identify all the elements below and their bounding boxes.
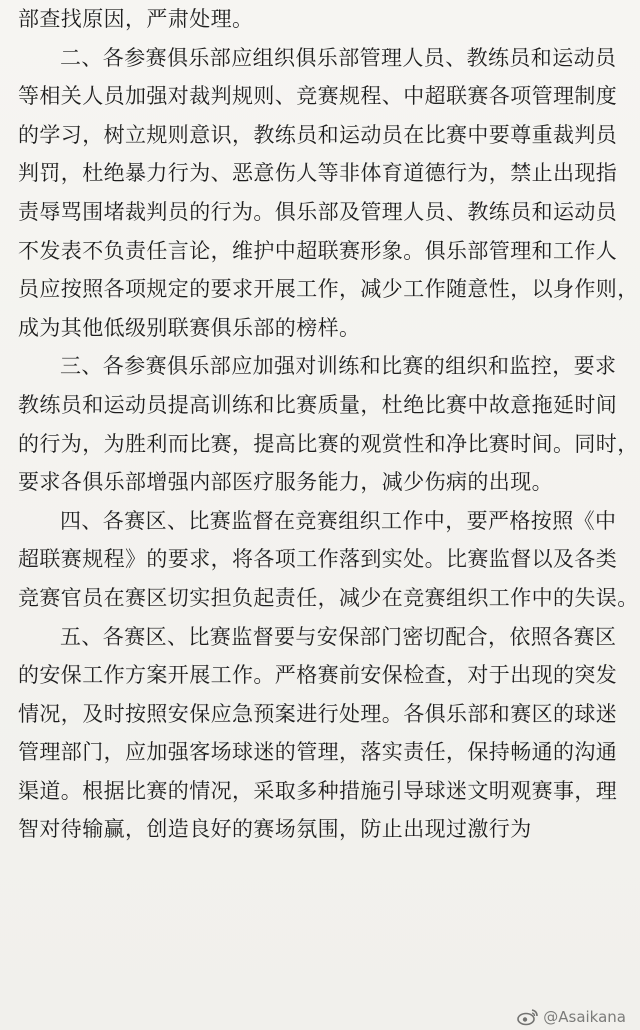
text-line: 智对待输赢，创造良好的赛场氛围，防止出现过激行为 xyxy=(18,817,532,842)
text-line: 的行为，为胜利而比赛，提高比赛的观赏性和净比赛时间。同时， xyxy=(18,431,639,456)
paragraph-5-line: 五、各赛区、比赛监督要与安保部门密切配合，依照各赛区 xyxy=(60,624,617,649)
watermark xyxy=(517,1008,626,1026)
text-line: 要求各俱乐部增强内部医疗服务能力，减少伤病的出现。 xyxy=(18,470,553,495)
text-line: 渠道。根据比赛的情况，采取多种措施引导球迷文明观赛事，理 xyxy=(18,778,618,803)
text-line: 情况，及时按照安保应急预案进行处理。各俱乐部和赛区的球迷 xyxy=(18,701,618,726)
paragraph-2-line: 二、各参赛俱乐部应组织俱乐部管理人员、教练员和运动员 xyxy=(60,45,617,70)
text-line: 判罚，杜绝暴力行为、恶意伤人等非体育道德行为，禁止出现指 xyxy=(18,161,618,186)
weibo-icon xyxy=(517,1008,539,1026)
text-line: 部查找原因，严肃处理。 xyxy=(18,7,254,31)
text-line: 教练员和运动员提高训练和比赛质量，杜绝比赛中故意拖延时间 xyxy=(18,392,618,417)
document-body xyxy=(18,0,639,849)
text-line: 成为其他低级别联赛俱乐部的榜样。 xyxy=(18,315,361,340)
text-line: 管理部门，应加强客场球迷的管理，落实责任，保持畅通的沟通 xyxy=(18,740,618,765)
text-line: 超联赛规程》的要求，将各项工作落到实处。比赛监督以及各类 xyxy=(18,547,618,572)
text-line: 等相关人员加强对裁判规则、竞赛规程、中超联赛各项管理制度 xyxy=(18,84,618,109)
paragraph-4-line: 四、各赛区、比赛监督在竞赛组织工作中，要严格按照《中 xyxy=(60,508,617,533)
text-line: 不发表不负责任言论，维护中超联赛形象。俱乐部管理和工作人 xyxy=(18,238,618,263)
text-line: 责辱骂围堵裁判员的行为。俱乐部及管理人员、教练员和运动员 xyxy=(18,199,618,224)
watermark-text: @Asaikana xyxy=(543,1008,626,1026)
text-line: 的安保工作方案开展工作。严格赛前安保检查，对于出现的突发 xyxy=(18,663,618,688)
text-line: 竞赛官员在赛区切实担负起责任，减少在竞赛组织工作中的失误。 xyxy=(18,585,639,610)
paragraph-3-line: 三、各参赛俱乐部应加强对训练和比赛的组织和监控，要求 xyxy=(60,354,617,379)
text-line: 的学习，树立规则意识，教练员和运动员在比赛中要尊重裁判员 xyxy=(18,122,618,147)
text-line: 员应按照各项规定的要求开展工作，减少工作随意性，以身作则， xyxy=(18,277,639,302)
